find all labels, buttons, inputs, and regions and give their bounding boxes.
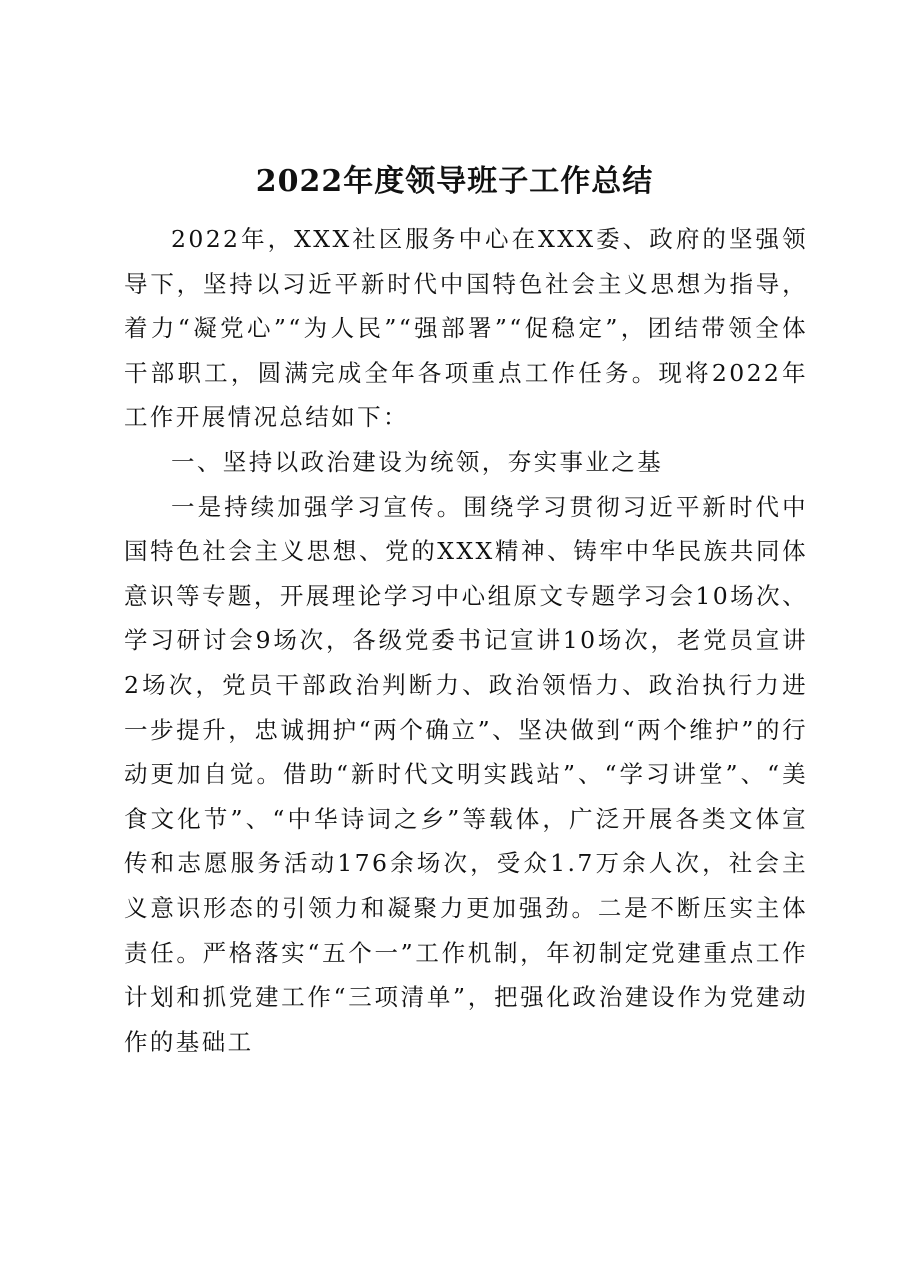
- section-heading-1: 一、坚持以政治建设为统领，夯实事业之基: [171, 447, 664, 476]
- document-title: 2022年度领导班子工作总结: [255, 164, 654, 199]
- paragraph-section-1: 一是持续加强学习宣传。围绕学习贯彻习近平新时代中国特色社会主义思想、党的XXX精神、铸牢中华民族共同体意识等专题，开展理论学习中心组原文专题学习会10场次、学习研讨会9场次，各级党委书记宣讲10场次，老党员宣讲2场次，党员干部政治判断力、政治领悟力、政治执行力进一步提升，忠诚拥护“两个确立”、坚决做到“两个维护”的行动更加自觉。借助“新时代文明实践站”、“学习讲堂”、“美食文化节”、“中华诗词之乡”等载体，广泛开展各类文体宣传和志愿服务活动176余场次，受众1.7万余人次，社会主义意识形态的引领力和凝聚力更加强劲。二是不断压实主体责任。严格落实“五个一”工作机制，年初制定党建重点工作计划和抓党建工作“三项清单”，把强化政治建设作为党建动作的基础工: [124, 492, 808, 1056]
- document-body: [124, 217, 808, 1064]
- paragraph-intro: 2022年，XXX社区服务中心在XXX委、政府的坚强领导下，坚持以习近平新时代中国特色社会主义思想为指导，着力“凝党心”“为人民”“强部署”“促稳定”，团结带领全体干部职工，圆满完成全年各项重点工作任务。现将2022年工作开展情况总结如下：: [124, 225, 808, 432]
